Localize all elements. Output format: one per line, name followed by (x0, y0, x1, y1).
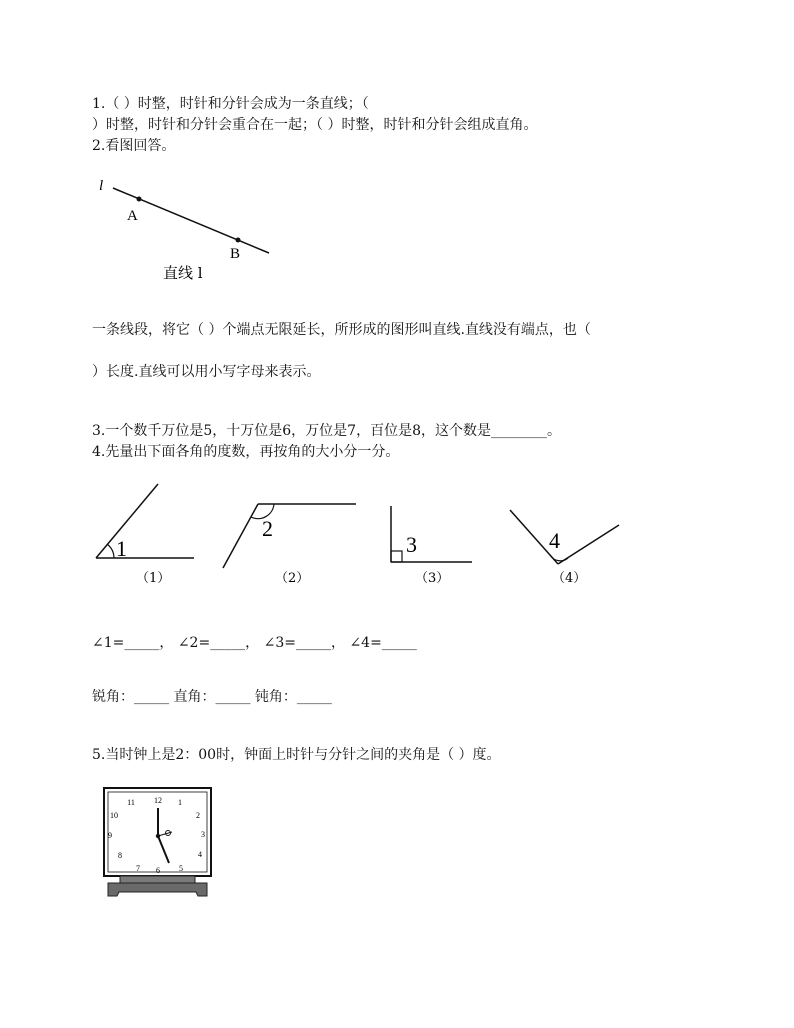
angle-1-caption: （1） (136, 571, 171, 586)
angle-4-number: 4 (549, 528, 560, 553)
clock-number: 9 (108, 831, 112, 840)
q4-title: 4.先量出下面各角的度数，再按角的大小分一分。 (92, 444, 400, 460)
angle-2-caption: （2） (275, 571, 310, 586)
angle-1 (96, 484, 194, 586)
clock-number: 3 (201, 830, 205, 839)
clock-number: 4 (198, 850, 202, 859)
q1-line-2: ）时整，时针和分针会重合在一起；（ ）时整，时针和分针会组成直角。 (92, 117, 538, 133)
label-b: B (230, 246, 241, 262)
clock-number: 10 (110, 811, 118, 820)
label-l: l (99, 178, 104, 194)
clock-number: 8 (118, 851, 122, 860)
q4-classify-line: 锐角：_____ 直角：_____ 钝角：_____ (92, 689, 332, 705)
angle-2-number: 2 (262, 516, 273, 541)
angle-2 (223, 504, 356, 586)
clock-stand-top (120, 876, 195, 883)
point-b-dot (236, 238, 241, 243)
q2-line-2: ）长度.直线可以用小写字母来表示。 (92, 364, 321, 380)
angle-3-number: 3 (406, 532, 417, 557)
clock-number: 12 (154, 796, 162, 805)
q5-text: 5.当时钟上是2：00时，钟面上时针与分针之间的夹角是（ ）度。 (92, 747, 501, 763)
clock-number: 7 (136, 864, 140, 873)
clock-number: 1 (178, 798, 182, 807)
figure-caption: 直线 l (163, 264, 203, 282)
clock-number: 6 (156, 866, 160, 875)
angle-3-caption: （3） (415, 571, 450, 586)
clock-number: 2 (196, 811, 200, 820)
q1-line-1: 1.（ ）时整，时针和分针会成为一条直线；（ (92, 96, 369, 112)
angle-1-number: 1 (116, 536, 127, 561)
q4-answers-line: ∠1=_____， ∠2=_____， ∠3=_____， ∠4=_____ (92, 635, 417, 651)
angle-4-caption: （4） (552, 571, 587, 586)
clock-number: 5 (179, 864, 183, 873)
angle-3 (391, 506, 472, 586)
q2-title: 2.看图回答。 (92, 138, 176, 154)
clock-stand-base (108, 883, 207, 896)
angles-figure (88, 478, 638, 593)
point-a-dot (137, 197, 142, 202)
q2-line-1: 一条线段，将它（ ）个端点无限延长，所形成的图形叫直线.直线没有端点，也（ (92, 322, 591, 338)
q3-text: 3.一个数千万位是5，十万位是6，万位是7，百位是8，这个数是________。 (92, 423, 561, 439)
angle-4 (510, 510, 619, 586)
clock-number: 11 (127, 798, 135, 807)
label-a: A (127, 208, 138, 224)
clock-center (156, 834, 160, 838)
line-l-figure (95, 170, 285, 285)
clock-figure (100, 784, 215, 909)
